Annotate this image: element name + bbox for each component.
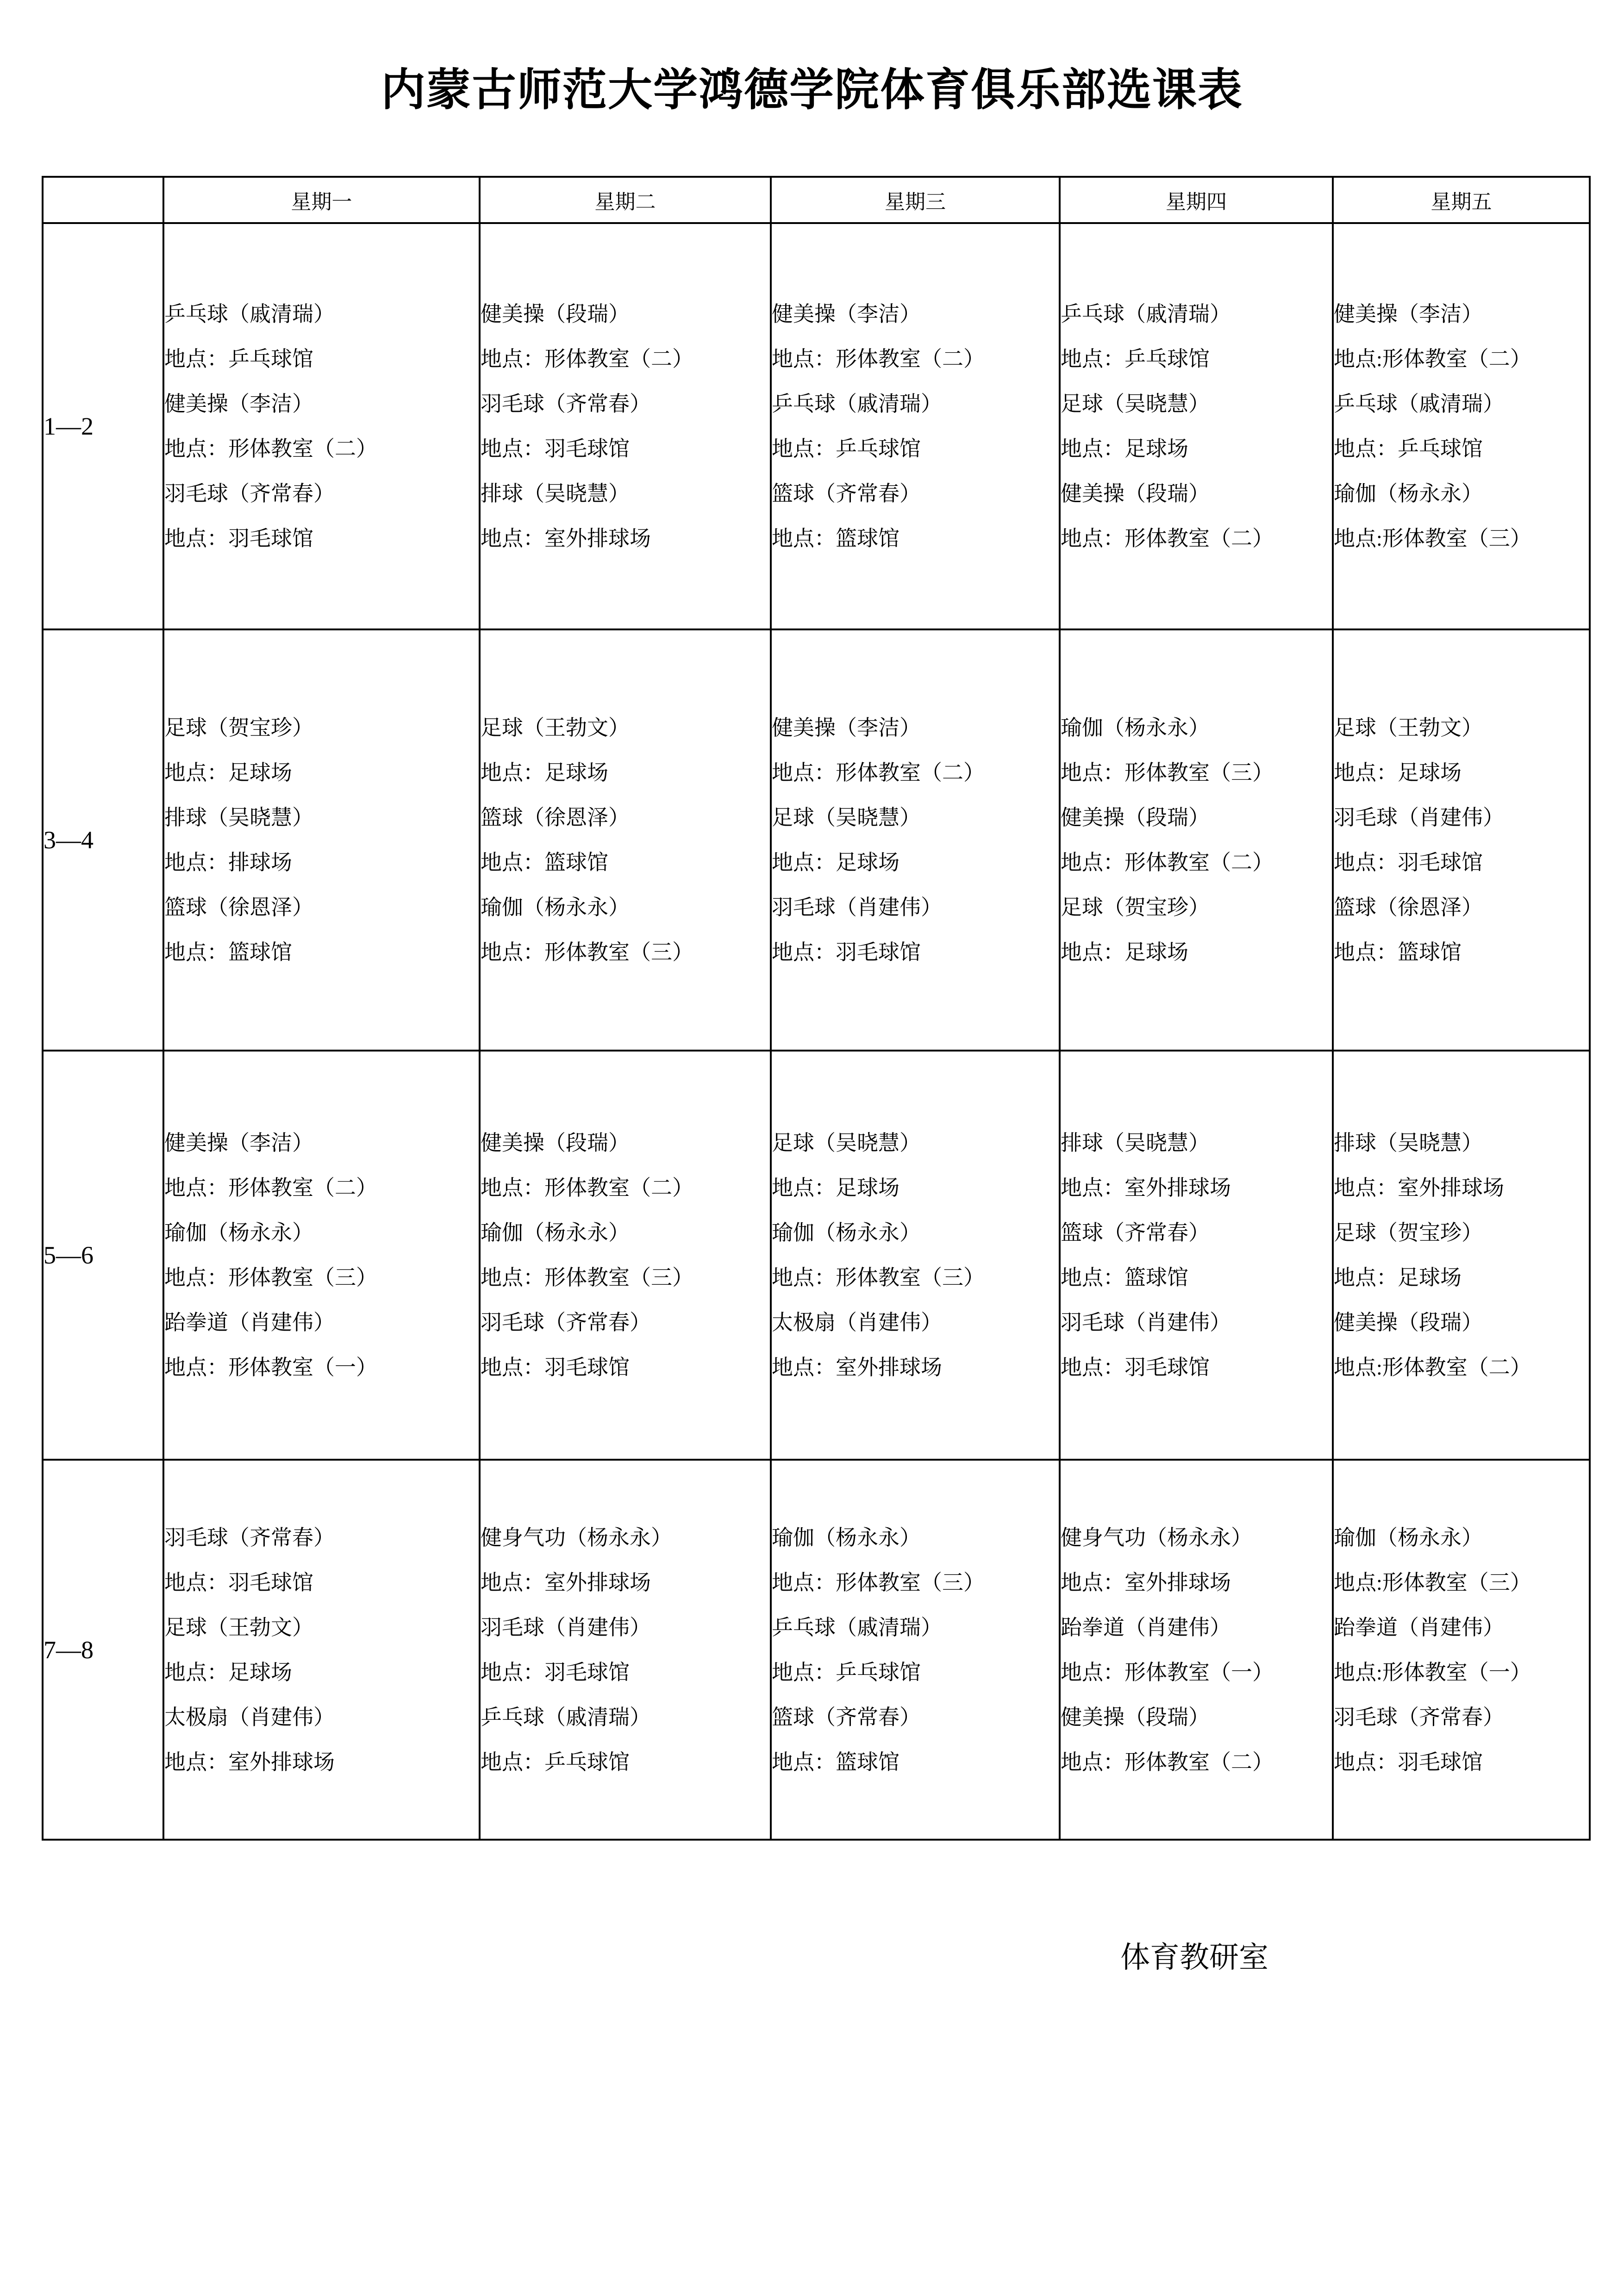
course-line: 足球（吴晓慧） bbox=[772, 806, 921, 829]
location-line: 地点：形体教室（一） bbox=[164, 1356, 377, 1379]
course-line: 排球（吴晓慧） bbox=[481, 482, 630, 505]
course-line: 瑜伽（杨永永） bbox=[772, 1525, 921, 1549]
course-line: 瑜伽（杨永永） bbox=[164, 1221, 313, 1244]
course-line: 跆拳道（肖建伟） bbox=[164, 1311, 335, 1334]
course-line: 健身气功（杨永永） bbox=[481, 1525, 672, 1549]
location-line: 地点：排球场 bbox=[164, 851, 292, 874]
table-row bbox=[43, 223, 1590, 629]
day-header-thursday: 星期四 bbox=[1060, 177, 1333, 223]
location-line: 地点：形体教室（二） bbox=[1061, 1750, 1274, 1774]
course-line: 健美操（李洁） bbox=[1334, 302, 1483, 326]
time-slot-label: 5—6 bbox=[43, 1051, 163, 1460]
course-line: 排球（吴晓慧） bbox=[164, 806, 313, 829]
location-line: 地点：足球场 bbox=[1061, 437, 1188, 460]
location-line: 地点：篮球馆 bbox=[772, 1750, 899, 1774]
course-line: 健美操（李洁） bbox=[772, 302, 921, 326]
location-line: 地点：乒乓球馆 bbox=[164, 347, 313, 371]
location-line: 地点：形体教室（三） bbox=[1061, 761, 1274, 784]
location-line: 地点：形体教室（二） bbox=[164, 1176, 377, 1200]
table-row bbox=[43, 1460, 1590, 1840]
location-line: 地点：形体教室（二） bbox=[164, 437, 377, 460]
course-line: 瑜伽（杨永永） bbox=[772, 1221, 921, 1244]
schedule-cell bbox=[480, 629, 771, 1051]
course-line: 乒乓球（戚清瑞） bbox=[164, 302, 335, 326]
location-line: 地点：足球场 bbox=[1334, 1266, 1462, 1289]
schedule-cell bbox=[480, 1051, 771, 1460]
location-line: 地点：羽毛球馆 bbox=[481, 1660, 630, 1684]
page-title: 内蒙古师范大学鸿德学院体育俱乐部选课表 bbox=[381, 65, 1243, 115]
course-line: 羽毛球（齐常春） bbox=[164, 482, 335, 505]
time-slot-label: 3—4 bbox=[43, 629, 163, 1051]
location-line: 地点：足球场 bbox=[481, 761, 608, 784]
location-line: 地点：形体教室（二） bbox=[772, 761, 985, 784]
course-line: 乒乓球（戚清瑞） bbox=[772, 392, 942, 416]
location-line: 地点：形体教室（二） bbox=[481, 1176, 693, 1200]
schedule-cell bbox=[480, 223, 771, 629]
footer-signature: 体育教研室 bbox=[1120, 1941, 1268, 1974]
location-line: 地点：羽毛球馆 bbox=[1061, 1356, 1210, 1379]
course-line: 排球（吴晓慧） bbox=[1334, 1131, 1483, 1155]
schedule-cell bbox=[1060, 1460, 1333, 1840]
course-line: 篮球（徐恩泽） bbox=[164, 896, 313, 919]
course-line: 瑜伽（杨永永） bbox=[1334, 482, 1483, 505]
table-row bbox=[43, 629, 1590, 1051]
location-line: 地点：形体教室（二） bbox=[1061, 851, 1274, 874]
course-line: 健美操（李洁） bbox=[164, 1131, 313, 1155]
schedule-cell bbox=[163, 223, 480, 629]
course-line: 乒乓球（戚清瑞） bbox=[772, 1615, 942, 1639]
day-header-wednesday: 星期三 bbox=[771, 177, 1060, 223]
location-line: 地点：形体教室（三） bbox=[772, 1266, 985, 1289]
course-line: 瑜伽（杨永永） bbox=[1334, 1525, 1483, 1549]
course-line: 足球（王勃文） bbox=[1334, 716, 1483, 740]
location-line: 地点：羽毛球馆 bbox=[164, 1570, 313, 1594]
course-line: 篮球（齐常春） bbox=[772, 1705, 921, 1729]
course-line: 足球（吴晓慧） bbox=[772, 1131, 921, 1155]
course-line: 健美操（段瑞） bbox=[1061, 482, 1210, 505]
location-line: 地点:形体教室（二） bbox=[1334, 347, 1531, 371]
course-line: 乒乓球（戚清瑞） bbox=[1334, 392, 1504, 416]
course-line: 乒乓球（戚清瑞） bbox=[481, 1705, 651, 1729]
course-line: 瑜伽（杨永永） bbox=[1061, 716, 1210, 740]
location-line: 地点：乒乓球馆 bbox=[772, 437, 921, 460]
course-line: 羽毛球（齐常春） bbox=[481, 392, 651, 416]
course-line: 太极扇（肖建伟） bbox=[164, 1705, 335, 1729]
location-line: 地点：形体教室（三） bbox=[481, 1266, 693, 1289]
location-line: 地点:形体教室（三） bbox=[1334, 1570, 1531, 1594]
course-line: 健美操（段瑞） bbox=[1334, 1311, 1483, 1334]
course-line: 排球（吴晓慧） bbox=[1061, 1131, 1210, 1155]
course-line: 健美操（段瑞） bbox=[481, 302, 630, 326]
course-line: 羽毛球（齐常春） bbox=[1334, 1705, 1504, 1729]
location-line: 地点：足球场 bbox=[772, 1176, 899, 1200]
course-line: 足球（贺宝珍） bbox=[1334, 1221, 1483, 1244]
header-row bbox=[43, 177, 1590, 223]
course-line: 健美操（李洁） bbox=[772, 716, 921, 740]
location-line: 地点：形体教室（二） bbox=[481, 347, 693, 371]
schedule-cell bbox=[771, 223, 1060, 629]
schedule-cell bbox=[163, 1051, 480, 1460]
location-line: 地点：篮球馆 bbox=[164, 940, 292, 964]
course-line: 篮球（齐常春） bbox=[1061, 1221, 1210, 1244]
schedule-cell bbox=[771, 1460, 1060, 1840]
location-line: 地点：篮球馆 bbox=[1061, 1266, 1188, 1289]
location-line: 地点：形体教室（三） bbox=[164, 1266, 377, 1289]
location-line: 地点：形体教室（一） bbox=[1061, 1660, 1274, 1684]
course-line: 足球（贺宝珍） bbox=[164, 716, 313, 740]
location-line: 地点：篮球馆 bbox=[481, 851, 608, 874]
course-line: 足球（贺宝珍） bbox=[1061, 896, 1210, 919]
location-line: 地点：形体教室（三） bbox=[481, 940, 693, 964]
course-line: 足球（王勃文） bbox=[481, 716, 630, 740]
location-line: 地点：室外排球场 bbox=[164, 1750, 335, 1774]
course-line: 羽毛球（齐常春） bbox=[164, 1525, 335, 1549]
schedule-cell bbox=[1333, 223, 1590, 629]
location-line: 地点：形体教室（三） bbox=[772, 1570, 985, 1594]
course-line: 篮球（徐恩泽） bbox=[481, 806, 630, 829]
course-line: 足球（吴晓慧） bbox=[1061, 392, 1210, 416]
location-line: 地点：乒乓球馆 bbox=[1061, 347, 1210, 371]
schedule-cell bbox=[771, 1051, 1060, 1460]
course-line: 健美操（段瑞） bbox=[1061, 1705, 1210, 1729]
schedule-cell bbox=[1060, 223, 1333, 629]
schedule-cell bbox=[163, 1460, 480, 1840]
location-line: 地点：乒乓球馆 bbox=[481, 1750, 630, 1774]
schedule-cell bbox=[1333, 1051, 1590, 1460]
course-line: 乒乓球（戚清瑞） bbox=[1061, 302, 1231, 326]
location-line: 地点：室外排球场 bbox=[772, 1356, 942, 1379]
location-line: 地点:形体教室（一） bbox=[1334, 1660, 1531, 1684]
course-line: 羽毛球（肖建伟） bbox=[1334, 806, 1504, 829]
time-slot-label: 7—8 bbox=[43, 1460, 163, 1840]
course-line: 足球（王勃文） bbox=[164, 1615, 313, 1639]
schedule-cell bbox=[1333, 629, 1590, 1051]
course-line: 健美操（段瑞） bbox=[481, 1131, 630, 1155]
course-line: 篮球（齐常春） bbox=[772, 482, 921, 505]
location-line: 地点：形体教室（二） bbox=[1061, 527, 1274, 550]
location-line: 地点：羽毛球馆 bbox=[481, 1356, 630, 1379]
location-line: 地点：足球场 bbox=[1334, 761, 1462, 784]
course-schedule-table bbox=[42, 176, 1591, 1841]
course-line: 羽毛球（肖建伟） bbox=[481, 1615, 651, 1639]
course-line: 跆拳道（肖建伟） bbox=[1061, 1615, 1231, 1639]
schedule-cell bbox=[771, 629, 1060, 1051]
schedule-cell bbox=[1060, 629, 1333, 1051]
corner-cell bbox=[43, 177, 163, 223]
location-line: 地点：室外排球场 bbox=[1061, 1570, 1231, 1594]
course-line: 羽毛球（齐常春） bbox=[481, 1311, 651, 1334]
course-line: 跆拳道（肖建伟） bbox=[1334, 1615, 1504, 1639]
location-line: 地点：羽毛球馆 bbox=[164, 527, 313, 550]
location-line: 地点：足球场 bbox=[772, 851, 899, 874]
location-line: 地点：篮球馆 bbox=[772, 527, 899, 550]
course-line: 健身气功（杨永永） bbox=[1061, 1525, 1252, 1549]
location-line: 地点:形体教室（二） bbox=[1334, 1356, 1531, 1379]
location-line: 地点：室外排球场 bbox=[1061, 1176, 1231, 1200]
location-line: 地点：室外排球场 bbox=[481, 527, 651, 550]
course-line: 瑜伽（杨永永） bbox=[481, 1221, 630, 1244]
location-line: 地点：形体教室（二） bbox=[772, 347, 985, 371]
location-line: 地点：足球场 bbox=[1061, 940, 1188, 964]
day-header-tuesday: 星期二 bbox=[480, 177, 771, 223]
location-line: 地点：羽毛球馆 bbox=[1334, 851, 1483, 874]
location-line: 地点：羽毛球馆 bbox=[772, 940, 921, 964]
course-line: 羽毛球（肖建伟） bbox=[1061, 1311, 1231, 1334]
location-line: 地点：乒乓球馆 bbox=[1334, 437, 1483, 460]
location-line: 地点：羽毛球馆 bbox=[481, 437, 630, 460]
location-line: 地点：室外排球场 bbox=[481, 1570, 651, 1594]
course-line: 羽毛球（肖建伟） bbox=[772, 896, 942, 919]
schedule-cell bbox=[480, 1460, 771, 1840]
schedule-cell bbox=[1060, 1051, 1333, 1460]
time-slot-label: 1—2 bbox=[43, 223, 163, 629]
course-line: 太极扇（肖建伟） bbox=[772, 1311, 942, 1334]
location-line: 地点：篮球馆 bbox=[1334, 940, 1462, 964]
course-line: 篮球（徐恩泽） bbox=[1334, 896, 1483, 919]
location-line: 地点:形体教室（三） bbox=[1334, 527, 1531, 550]
schedule-cell bbox=[163, 629, 480, 1051]
location-line: 地点：羽毛球馆 bbox=[1334, 1750, 1483, 1774]
day-header-friday: 星期五 bbox=[1333, 177, 1590, 223]
course-line: 瑜伽（杨永永） bbox=[481, 896, 630, 919]
day-header-monday: 星期一 bbox=[163, 177, 480, 223]
schedule-cell bbox=[1333, 1460, 1590, 1840]
course-line: 健美操（段瑞） bbox=[1061, 806, 1210, 829]
location-line: 地点：足球场 bbox=[164, 761, 292, 784]
location-line: 地点：室外排球场 bbox=[1334, 1176, 1504, 1200]
course-line: 健美操（李洁） bbox=[164, 392, 313, 416]
location-line: 地点：乒乓球馆 bbox=[772, 1660, 921, 1684]
location-line: 地点：足球场 bbox=[164, 1660, 292, 1684]
table-row bbox=[43, 1051, 1590, 1460]
